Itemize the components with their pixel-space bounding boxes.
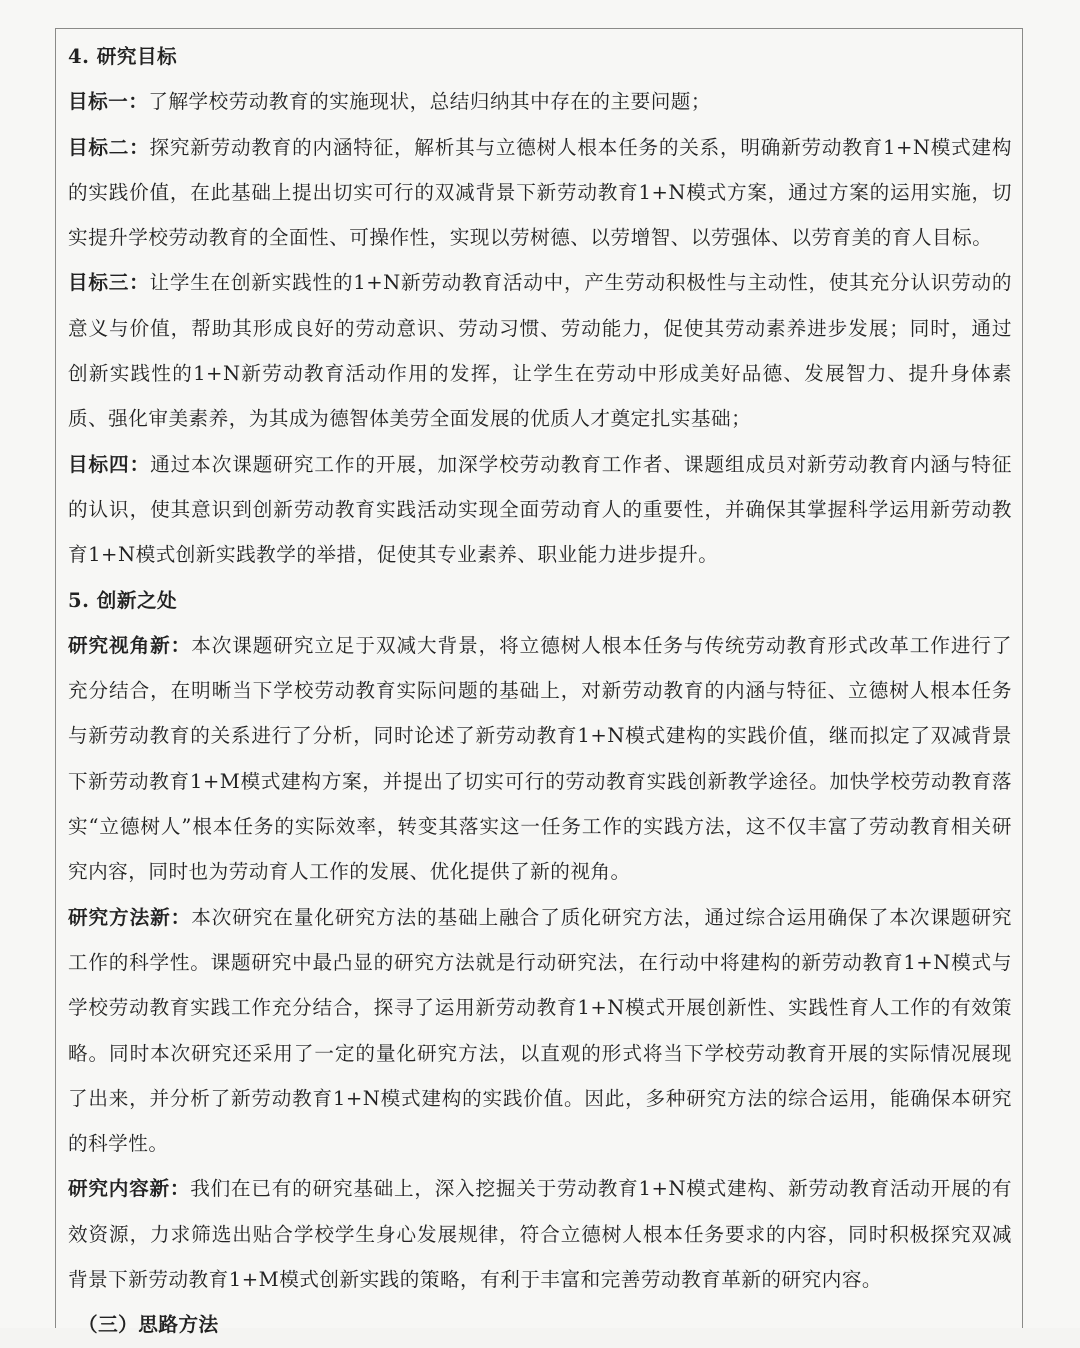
goal-3 [68, 260, 1012, 441]
goal-1-text: 了解学校劳动教育的实施现状，总结归纳其中存在的主要问题； [148, 90, 711, 114]
goal-4-text: 通过本次课题研究工作的开展，加深学校劳动教育工作者、课题组成员对新劳动教育内涵与特征的认识，使其意识到创新劳动教育实践活动实现全面劳动育人的重要性，并确保其掌握科学运用新劳动教育1+N模式创新实践教学的举措，促使其专业素养、职业能力进步提升。 [68, 452, 1012, 567]
innovation-content-text: 我们在已有的研究基础上，深入挖掘关于劳动教育1+N模式建构、新劳动教育活动开展的有效资源，力求筛选出贴合学校学生身心发展规律，符合立德树人根本任务要求的内容，同时积极探究双减背景下新劳动教育1+M模式创新实践的策略，有利于丰富和完善劳动教育革新的研究内容。 [68, 1177, 1012, 1292]
section-4-heading: 4. 研究目标 [68, 45, 178, 68]
innovation-method-label: 研究方法新： [68, 905, 192, 929]
goal-2-text: 探究新劳动教育的内涵特征，解析其与立德树人根本任务的关系，明确新劳动教育1+N模式建构的实践价值，在此基础上提出切实可行的双减背景下新劳动教育1+N模式方案，通过方案的运用实施，切实提升学校劳动教育的全面性、可操作性，实现以劳树德、以劳增智、以劳强体、以劳育美的育人目标。 [68, 135, 1012, 250]
goal-2 [68, 125, 1012, 261]
innovation-perspective [68, 623, 1012, 895]
table-border-left [55, 28, 56, 1328]
section-3-heading: （三）思路方法 [78, 1313, 219, 1337]
goal-4 [68, 442, 1012, 578]
goal-3-text: 让学生在创新实践性的1+N新劳动教育活动中，产生劳动积极性与主动性，使其充分认识劳动的意义与价值，帮助其形成良好的劳动意识、劳动习惯、劳动能力，促使其劳动素养进步发展；同时，通过创新实践性的1+N新劳动教育活动作用的发挥，让学生在劳动中形成美好品德、发展智力、提升身体素质、强化审美素养，为其成为德智体美劳全面发展的优质人才奠定扎实基础； [68, 271, 1012, 431]
innovation-perspective-text: 本次课题研究立足于双减大背景，将立德树人根本任务与传统劳动教育形式改革工作进行了充分结合，在明晰当下学校劳动教育实际问题的基础上，对新劳动教育的内涵与特征、立德树人根本任务与新劳动教育的关系进行了分析，同时论述了新劳动教育1+N模式建构的实践价值，继而拟定了双减背景下新劳动教育1+M模式建构方案，并提出了切实可行的劳动教育实践创新教学途径。加快学校劳动教育落实“立德树人”根本任务的实际效率，转变其落实这一任务工作的实践方法，这不仅丰富了劳动教育相关研究内容，同时也为劳动育人工作的发展、优化提供了新的视角。 [68, 633, 1012, 884]
innovation-perspective-label: 研究视角新： [68, 633, 192, 657]
goal-4-label: 目标四： [68, 452, 151, 476]
document-body [68, 34, 1012, 1348]
innovation-content-label: 研究内容新： [68, 1177, 191, 1201]
innovation-content [68, 1166, 1012, 1302]
innovation-method [68, 895, 1012, 1167]
table-border-top [55, 28, 1022, 29]
goal-3-label: 目标三： [68, 271, 150, 295]
table-border-right [1022, 28, 1023, 1328]
goal-2-label: 目标二： [68, 135, 150, 159]
goal-1 [68, 79, 1012, 124]
goal-1-label: 目标一： [68, 90, 149, 114]
section-5-heading: 5. 创新之处 [68, 588, 178, 612]
innovation-method-text: 本次研究在量化研究方法的基础上融合了质化研究方法，通过综合运用确保了本次课题研究工作的科学性。课题研究中最凸显的研究方法就是行动研究法，在行动中将建构的新劳动教育1+N模式与学校劳动教育实践工作充分结合，探寻了运用新劳动教育1+N模式开展创新性、实践性育人工作的有效策略。同时本次研究还采用了一定的量化研究方法，以直观的形式将当下学校劳动教育开展的实际情况展现了出来，并分析了新劳动教育1+N模式建构的实践价值。因此，多种研究方法的综合运用，能确保本研究的科学性。 [68, 905, 1012, 1156]
